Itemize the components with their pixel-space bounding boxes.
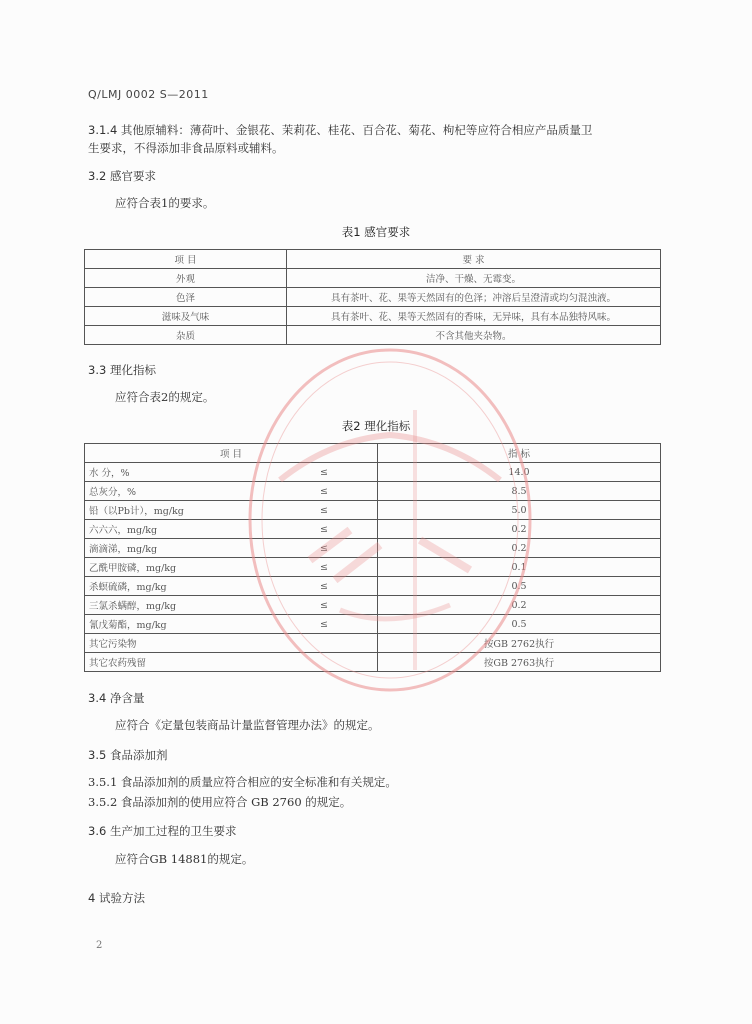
table-cell: 滴滴涕，mg/kg [85, 539, 272, 558]
physicochemical-indicators-table [84, 443, 661, 672]
table-row [85, 558, 661, 577]
table-row [85, 615, 661, 634]
section-3-3-body: 应符合表2的规定。 [115, 390, 215, 404]
table-row [85, 307, 661, 326]
section-3-6-body: 应符合GB 14881的规定。 [115, 852, 254, 866]
table-cell: 其它农药残留 [85, 653, 378, 672]
table-cell: 具有茶叶、花、果等天然固有的香味，无异味，具有本品独特风味。 [287, 307, 661, 326]
table-cell: ≤ [271, 520, 378, 539]
table-cell: 8.5 [378, 482, 661, 501]
table-cell: ≤ [271, 596, 378, 615]
table-cell: 外观 [85, 269, 287, 288]
table-row [85, 326, 661, 345]
table2-caption: 表2 理化指标 [341, 419, 411, 433]
table-cell: 水 分，% [85, 463, 272, 482]
table-cell: ≤ [271, 482, 378, 501]
section-3-2-body: 应符合表1的要求。 [115, 196, 215, 210]
table-cell: 0.2 [378, 596, 661, 615]
table-cell: 0.1 [378, 558, 661, 577]
table-cell: 杂质 [85, 326, 287, 345]
table-row [85, 501, 661, 520]
standard-code: Q/LMJ 0002 S—2011 [88, 88, 209, 101]
table-cell: 0.5 [378, 615, 661, 634]
table-cell: 三氯杀螨醇，mg/kg [85, 596, 272, 615]
table-row [85, 482, 661, 501]
table-cell: 杀螟硫磷，mg/kg [85, 577, 272, 596]
table-cell: 铅（以Pb计），mg/kg [85, 501, 272, 520]
table-cell: 总灰分，% [85, 482, 272, 501]
table1-caption: 表1 感官要求 [341, 225, 411, 239]
section-3-2-title: 3.2 感官要求 [88, 169, 156, 183]
table-header-row [85, 444, 661, 463]
table-row [85, 634, 661, 653]
clause-3-5-1: 3.5.1 食品添加剂的质量应符合相应的安全标准和有关规定。 [88, 775, 397, 789]
table-row [85, 288, 661, 307]
page-number: 2 [96, 940, 103, 951]
table-cell: 氰戊菊酯，mg/kg [85, 615, 272, 634]
table-row [85, 596, 661, 615]
table-cell: 色泽 [85, 288, 287, 307]
table-cell: 按GB 2762执行 [378, 634, 661, 653]
section-3-4-body: 应符合《定量包装商品计量监督管理办法》的规定。 [115, 718, 380, 732]
table-header-cell: 项 目 [85, 444, 378, 463]
table-cell: 乙酰甲胺磷，mg/kg [85, 558, 272, 577]
table-row [85, 520, 661, 539]
table-cell: ≤ [271, 539, 378, 558]
table-cell: 六六六，mg/kg [85, 520, 272, 539]
section-3-6-title: 3.6 生产加工过程的卫生要求 [88, 824, 237, 838]
sensory-requirements-table [84, 249, 661, 345]
table-cell: 具有茶叶、花、果等天然固有的色泽；冲溶后呈澄清或均匀混浊液。 [287, 288, 661, 307]
table-row [85, 463, 661, 482]
table-cell: 滋味及气味 [85, 307, 287, 326]
table-cell: 按GB 2763执行 [378, 653, 661, 672]
table-cell: ≤ [271, 463, 378, 482]
table-cell: ≤ [271, 577, 378, 596]
table-cell: 0.5 [378, 577, 661, 596]
clause-3-1-4-line1: 3.1.4 其他原辅料：薄荷叶、金银花、茉莉花、桂花、百合花、菊花、枸杞等应符合相应产品质量卫 [88, 123, 593, 137]
table-cell: ≤ [271, 501, 378, 520]
table-cell: ≤ [271, 558, 378, 577]
clause-3-1-4-line2: 生要求，不得添加非食品原料或辅料。 [88, 141, 284, 155]
table-cell: 14.0 [378, 463, 661, 482]
table-row [85, 653, 661, 672]
table-row [85, 269, 661, 288]
table-header-row [85, 250, 661, 269]
section-4-title: 4 试验方法 [88, 891, 145, 905]
table-cell: 5.0 [378, 501, 661, 520]
table-cell: ≤ [271, 615, 378, 634]
clause-3-5-2: 3.5.2 食品添加剂的使用应符合 GB 2760 的规定。 [88, 795, 352, 809]
table-header-cell: 项 目 [85, 250, 287, 269]
table-cell: 0.2 [378, 520, 661, 539]
table-header-cell: 要 求 [287, 250, 661, 269]
section-3-4-title: 3.4 净含量 [88, 691, 145, 705]
table-header-cell: 指 标 [378, 444, 661, 463]
table-cell: 其它污染物 [85, 634, 378, 653]
section-3-3-title: 3.3 理化指标 [88, 363, 156, 377]
table-row [85, 577, 661, 596]
table-cell: 0.2 [378, 539, 661, 558]
table-cell: 洁净、干燥、无霉变。 [287, 269, 661, 288]
table-row [85, 539, 661, 558]
table-cell: 不含其他夹杂物。 [287, 326, 661, 345]
section-3-5-title: 3.5 食品添加剂 [88, 748, 168, 762]
